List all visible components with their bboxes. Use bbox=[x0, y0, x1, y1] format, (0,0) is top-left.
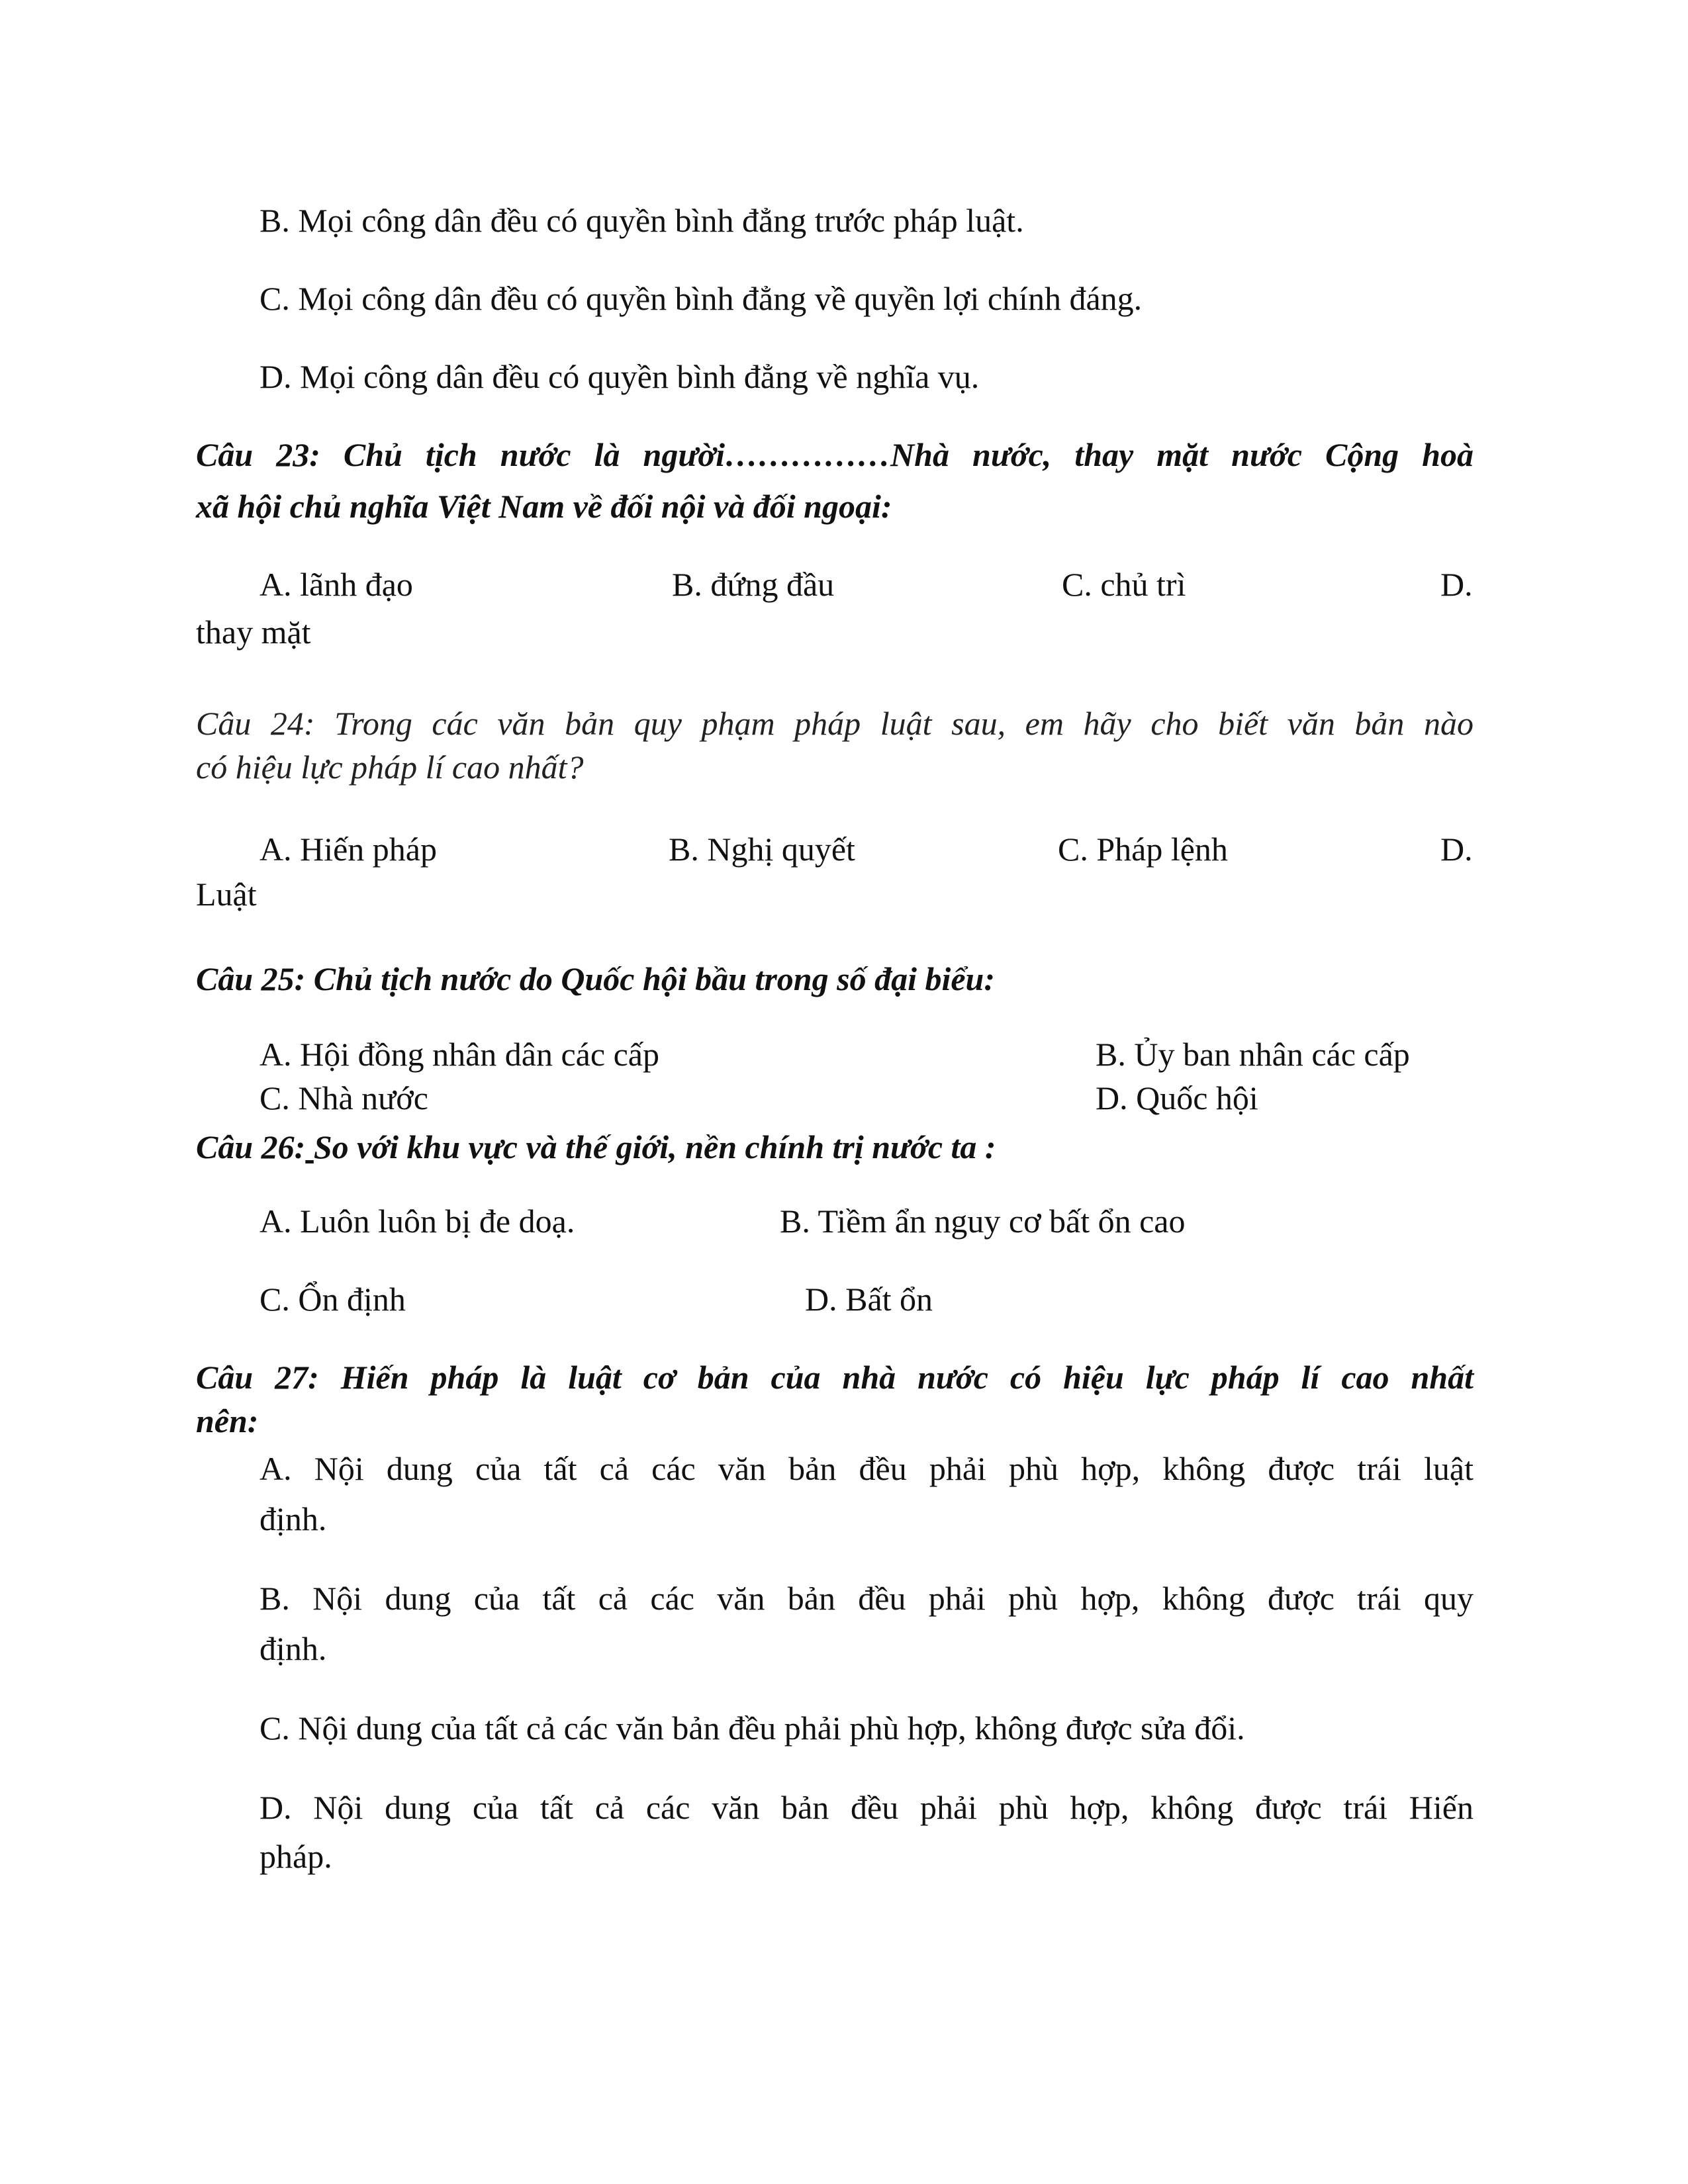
q26-prefix: Câu 26: bbox=[196, 1128, 306, 1165]
q23-option-d-text: thay mặt bbox=[196, 614, 311, 651]
q27-option-c: C. Nội dung của tất cả các văn bản đều phải phù hợp, không được sửa đổi. bbox=[259, 1709, 1245, 1747]
question-23-line2: xã hội chủ nghĩa Việt Nam về đối nội và đối ngoại: bbox=[196, 488, 892, 525]
q27-option-a-line1: A. Nội dung của tất cả các văn bản đều phải phù hợp, không được trái luật bbox=[259, 1450, 1474, 1487]
q26-option-d: D. Bất ổn bbox=[805, 1281, 933, 1318]
q26-option-b: B. Tiềm ẩn nguy cơ bất ổn cao bbox=[780, 1203, 1186, 1240]
q23-option-c: C. chủ trì bbox=[1062, 566, 1186, 603]
question-24-line1: Câu 24: Trong các văn bản quy phạm pháp luật sau, em hãy cho biết văn bản nào bbox=[196, 705, 1474, 742]
q24-option-d-letter: D. bbox=[1440, 831, 1473, 868]
q26-underlined-space bbox=[305, 1128, 314, 1165]
q23-option-a: A. lãnh đạo bbox=[259, 566, 413, 603]
q23-option-d-letter: D. bbox=[1440, 566, 1473, 603]
q27-option-d-line1: D. Nội dung của tất cả các văn bản đều phải phù hợp, không được trái Hiến bbox=[259, 1789, 1474, 1826]
question-27-line2: nên: bbox=[196, 1402, 259, 1439]
question-27-line1: Câu 27: Hiến pháp là luật cơ bản của nhà nước có hiệu lực pháp lí cao nhất bbox=[196, 1359, 1474, 1396]
question-26 bbox=[196, 1125, 996, 1169]
q24-option-b: B. Nghị quyết bbox=[669, 831, 855, 868]
q27-option-b-line2: định. bbox=[259, 1630, 327, 1667]
q25-option-c: C. Nhà nước bbox=[259, 1079, 428, 1116]
q26-question-text: So với khu vực và thế giới, nền chính trị nước ta : bbox=[313, 1128, 996, 1165]
option-b-equality-before-law: B. Mọi công dân đều có quyền bình đẳng trước pháp luật. bbox=[259, 202, 1024, 239]
q27-option-d-line2: pháp. bbox=[259, 1838, 332, 1875]
q24-option-a: A. Hiến pháp bbox=[259, 831, 437, 868]
q26-option-c: C. Ổn định bbox=[259, 1281, 406, 1318]
q27-option-a-line2: định. bbox=[259, 1500, 327, 1537]
q25-option-d: D. Quốc hội bbox=[1096, 1079, 1258, 1116]
option-d-equality-duties: D. Mọi công dân đều có quyền bình đẳng về nghĩa vụ. bbox=[259, 358, 980, 395]
q23-option-b: B. đứng đầu bbox=[672, 566, 835, 603]
q24-option-c: C. Pháp lệnh bbox=[1058, 831, 1228, 868]
q27-option-b-line1: B. Nội dung của tất cả các văn bản đều phải phù hợp, không được trái quy bbox=[259, 1580, 1474, 1617]
q25-option-b: B. Ủy ban nhân các cấp bbox=[1096, 1036, 1410, 1073]
question-23-line1: Câu 23: Chủ tịch nước là người……………Nhà nước, thay mặt nước Cộng hoà bbox=[196, 436, 1474, 473]
q24-option-d-text: Luật bbox=[196, 876, 257, 913]
question-25: Câu 25: Chủ tịch nước do Quốc hội bầu trong số đại biểu: bbox=[196, 960, 996, 997]
q26-option-a: A. Luôn luôn bị đe doạ. bbox=[259, 1203, 575, 1240]
question-24-line2: có hiệu lực pháp lí cao nhất? bbox=[196, 749, 584, 786]
q25-option-a: A. Hội đồng nhân dân các cấp bbox=[259, 1036, 659, 1073]
option-c-equality-rights: C. Mọi công dân đều có quyền bình đẳng về quyền lợi chính đáng. bbox=[259, 280, 1143, 317]
